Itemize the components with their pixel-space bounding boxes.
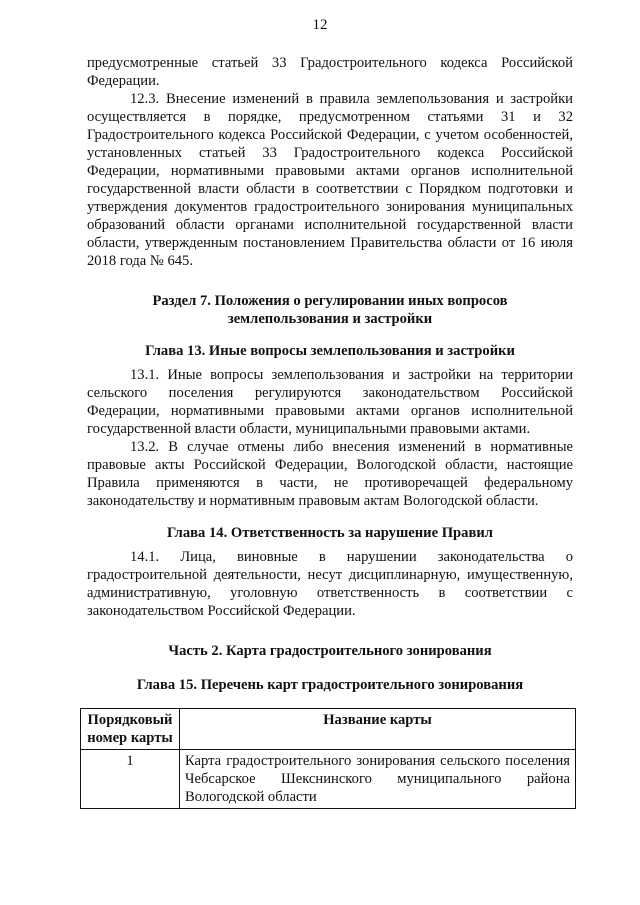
maps-table: [80, 708, 576, 809]
table-cell-number: 1: [81, 750, 180, 809]
paragraph-14-1: 14.1. Лица, виновные в нарушении законодательства о градостроительной деятельности, несут дисциплинарную, имущественную, административную, уголовную ответственность в соответствии с законодательством Российской Федерации.: [87, 549, 573, 619]
paragraph-12-3: 12.3. Внесение изменений в правила землепользования и застройки осуществляется в порядке, предусмотренном статьями 31 и 32 Градостроительного кодекса Российской Федерации, с учетом особенностей, установленных статьей 33 Градостроительного кодекса Российской Федерации, нормативными правовыми актами органов исполнительной государственной власти области в соответствии с Порядком подготовки и утверждения документов градостроительного зонирования муниципальных образований области органами исполнительной государственной власти области, утвержденным постановлением Правительства области от 16 июля 2018 года № 645.: [87, 91, 573, 269]
part-2-title: Часть 2. Карта градостроительного зонирования: [168, 643, 492, 659]
table-cell-name: Карта градостроительного зонирования сельского поселения Чебсарское Шекснинского муниципального района Вологодской области: [180, 750, 576, 809]
table-row: [81, 750, 576, 809]
document-body: [87, 54, 573, 809]
paragraph-continuation: предусмотренные статьей 33 Градостроительного кодекса Российской Федерации.: [87, 55, 573, 89]
section-7-title-line1: Раздел 7. Положения о регулировании иных вопросов: [152, 293, 508, 309]
section-7-title-line2: землепользования и застройки: [227, 311, 433, 327]
table-header-row: [81, 709, 576, 750]
chapter-14-title: Глава 14. Ответственность за нарушение Правил: [167, 525, 493, 541]
table-header-name: Название карты: [180, 709, 576, 750]
table-header-number: Порядковый номер карты: [81, 709, 180, 750]
section-7-title: [87, 292, 573, 328]
chapter-15-title: Глава 15. Перечень карт градостроительного зонирования: [136, 677, 524, 693]
chapter-13-title: Глава 13. Иные вопросы землепользования и застройки: [145, 343, 515, 359]
paragraph-13-2: 13.2. В случае отмены либо внесения изменений в нормативные правовые акты Российской Федерации, Вологодской области, настоящие Правила применяются в части, не противоречащей федеральному законодательству и нормативным правовым актам Вологодской области.: [87, 439, 573, 509]
page-number: 12: [312, 17, 328, 33]
paragraph-13-1: 13.1. Иные вопросы землепользования и застройки на территории сельского поселения регулируются законодательством Российской Федерации, нормативными правовыми актами органов исполнительной государственной власти области, муниципальными правовыми актами.: [87, 367, 573, 437]
